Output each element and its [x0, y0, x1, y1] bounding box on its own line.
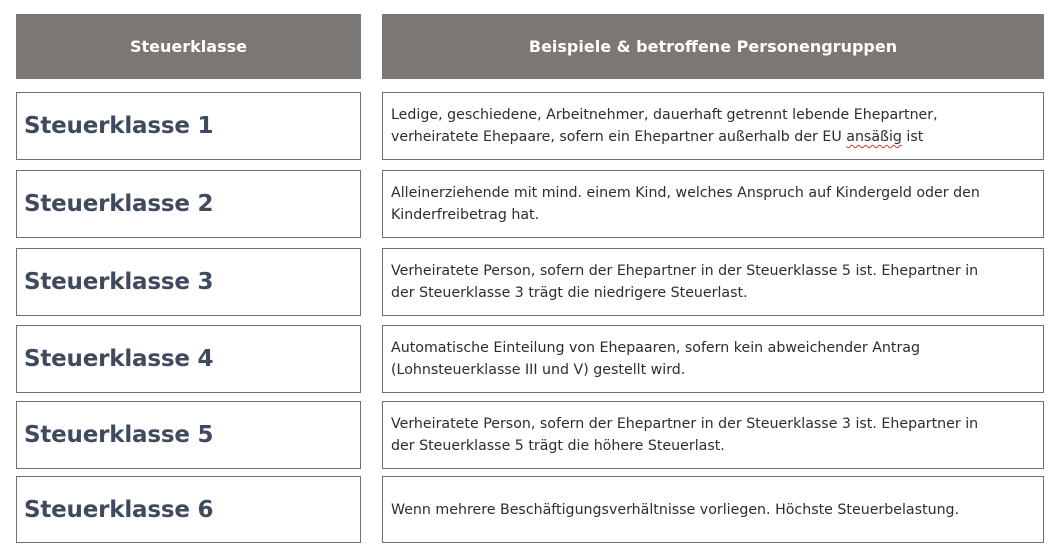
tax-class-3-description	[383, 260, 988, 304]
tax-class-5-description	[383, 413, 988, 457]
tax-class-4-desc-line-2: (Lohnsteuerklasse III und V) gestellt wird.	[391, 362, 686, 378]
tax-class-6-cell	[16, 476, 361, 543]
tax-class-2-description	[383, 182, 990, 226]
tax-class-3-desc-cell	[382, 248, 1044, 316]
tax-class-4-description	[383, 337, 930, 381]
tax-class-3-desc-line-1: Verheiratete Person, sofern der Ehepartner in der Steuerklasse 5 ist. Ehepartner in	[391, 263, 979, 279]
tax-class-4-desc-line-1: Automatische Einteilung von Ehepaaren, sofern kein abweichender Antrag	[391, 340, 920, 356]
tax-class-6-description	[383, 499, 969, 521]
tax-class-2-name: Steuerklasse 2	[24, 191, 214, 217]
tax-class-4-name: Steuerklasse 4	[24, 346, 214, 372]
tax-class-6-name: Steuerklasse 6	[24, 496, 214, 523]
tax-class-4-cell	[16, 325, 361, 393]
tax-class-5-desc-cell	[382, 401, 1044, 469]
tax-class-2-cell	[16, 170, 361, 238]
tax-class-3-desc-line-2: der Steuerklasse 3 trägt die niedrigere Steuerlast.	[391, 285, 748, 301]
tax-class-6-desc-cell	[382, 476, 1044, 543]
header-examples	[382, 14, 1044, 79]
tax-class-1-desc-line-2	[391, 129, 923, 145]
tax-class-5-desc-line-2: der Steuerklasse 5 trägt die höhere Steuerlast.	[391, 438, 725, 454]
tax-class-5-name: Steuerklasse 5	[24, 422, 214, 448]
tax-class-2-desc-cell	[382, 170, 1044, 238]
tax-class-3-name: Steuerklasse 3	[24, 269, 214, 295]
header-tax-class	[16, 14, 361, 79]
tax-class-1-description	[383, 104, 948, 148]
tax-class-4-desc-cell	[382, 325, 1044, 393]
tax-class-1-desc-cell	[382, 92, 1044, 160]
tax-class-5-desc-line-1: Verheiratete Person, sofern der Ehepartner in der Steuerklasse 3 ist. Ehepartner in	[391, 416, 979, 432]
tax-class-6-desc-line-1: Wenn mehrere Beschäftigungsverhältnisse vorliegen. Höchste Steuerbelastung.	[391, 501, 960, 518]
tax-class-1-cell	[16, 92, 361, 160]
header-tax-class-label: Steuerklasse	[130, 37, 247, 56]
header-examples-label: Beispiele & betroffene Personengruppen	[528, 37, 898, 56]
tax-class-1-desc-line-1: Ledige, geschiedene, Arbeitnehmer, dauerhaft getrennt lebende Ehepartner,	[391, 107, 938, 123]
tax-class-5-cell	[16, 401, 361, 469]
tax-class-1-desc-line-2-post: ist	[901, 129, 924, 145]
tax-class-1-name: Steuerklasse 1	[24, 113, 214, 139]
tax-class-1-desc-line-2-pre: verheiratete Ehepaare, sofern ein Ehepartner außerhalb der EU	[391, 129, 847, 145]
tax-class-2-desc-line-1: Alleinerziehende mit mind. einem Kind, welches Anspruch auf Kindergeld oder den	[391, 185, 980, 201]
tax-class-3-cell	[16, 248, 361, 316]
spellcheck-flagged-word[interactable]: ansäßig	[846, 129, 902, 145]
tax-class-2-desc-line-2: Kinderfreibetrag hat.	[391, 207, 540, 223]
